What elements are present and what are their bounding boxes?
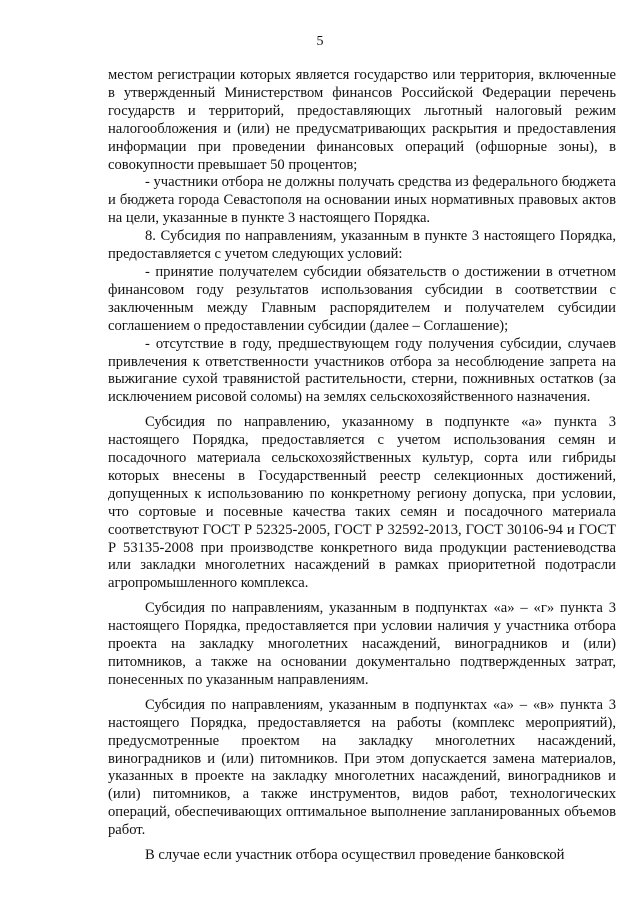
page-number: 5	[316, 34, 324, 49]
paragraph-section-8: 8. Субсидия по направлениям, указанным в пункте 3 настоящего Порядка, предоставляется с учетом следующих условий:	[108, 228, 616, 263]
document-body	[108, 67, 616, 865]
paragraph-subsidy-seeds: Субсидия по направлению, указанному в подпункте «а» пункта 3 настоящего Порядка, предоставляется с учетом использования семян и посадочного материала сельскохозяйственных культур, сорта или гибриды которых внесены в Государственный реестр селекционных достижений, допущенных к использованию по конкретному региону допуска, при условии, что сортовые и посевные качества таких семян и посадочного материала соответствуют ГОСТ Р 52325-2005, ГОСТ Р 32592-2013, ГОСТ 30106-94 и ГОСТ Р 53135-2008 при производстве конкретного вида продукции растениеводства или закладки многолетних насаждений в рамках приоритетной подотрасли агропромышленного комплекса.	[108, 414, 616, 592]
paragraph-no-other-funds: - участники отбора не должны получать средства из федерального бюджета и бюджета города Севастополя на основании иных нормативных правовых актов на цели, указанные в пункте 3 настоящего Порядка.	[108, 174, 616, 227]
paragraph-subsidy-project: Субсидия по направлениям, указанным в подпунктах «а» – «г» пункта 3 настоящего Порядка, предоставляется при условии наличия у участника отбора проекта на закладку многолетних насаждений, виноградников и (или) питомников, а также на основании документально подтвержденных затрат, понесенных по указанным направлениям.	[108, 600, 616, 688]
paragraph-subsidy-works: Субсидия по направлениям, указанным в подпунктах «а» – «в» пункта 3 настоящего Порядка, предоставляется на работы (комплекс мероприятий), предусмотренные проектом на закладку многолетних насаждений, виноградников и (или) питомников. При этом допускается замена материалов, указанных в проекте на закладку многолетних насаждений, виноградников и (или) питомников, а также инструментов, видов работ, технологических операций, обеспечивающих оптимальное выполнение запланированных объемов работ.	[108, 696, 616, 839]
paragraph-condition-no-burning: - отсутствие в году, предшествующем году получения субсидии, случаев привлечения к ответственности участников отбора за несоблюдение запрета на выжигание сухой травянистой растительности, стерни, пожнивных остатков (за исключением рисовой соломы) на землях сельскохозяйственного назначения.	[108, 335, 616, 406]
paragraph-offshore-continuation: местом регистрации которых является государство или территория, включенные в утвержденный Министерством финансов Российской Федерации перечень государств и территорий, предоставляющих льготный налоговый режим налогообложения и (или) не предусматривающих раскрытия и предоставления информации при проведении финансовых операций (офшорные зоны), в совокупности превышает 50 процентов;	[108, 67, 616, 173]
paragraph-condition-results: - принятие получателем субсидии обязательств о достижении в отчетном финансовом году результатов использования субсидии в соответствии с заключенным между Главным распорядителем и получателем субсидии соглашением о предоставлении субсидии (далее – Соглашение);	[108, 263, 616, 334]
paragraph-bank-operation: В случае если участник отбора осуществил проведение банковской	[145, 847, 565, 864]
